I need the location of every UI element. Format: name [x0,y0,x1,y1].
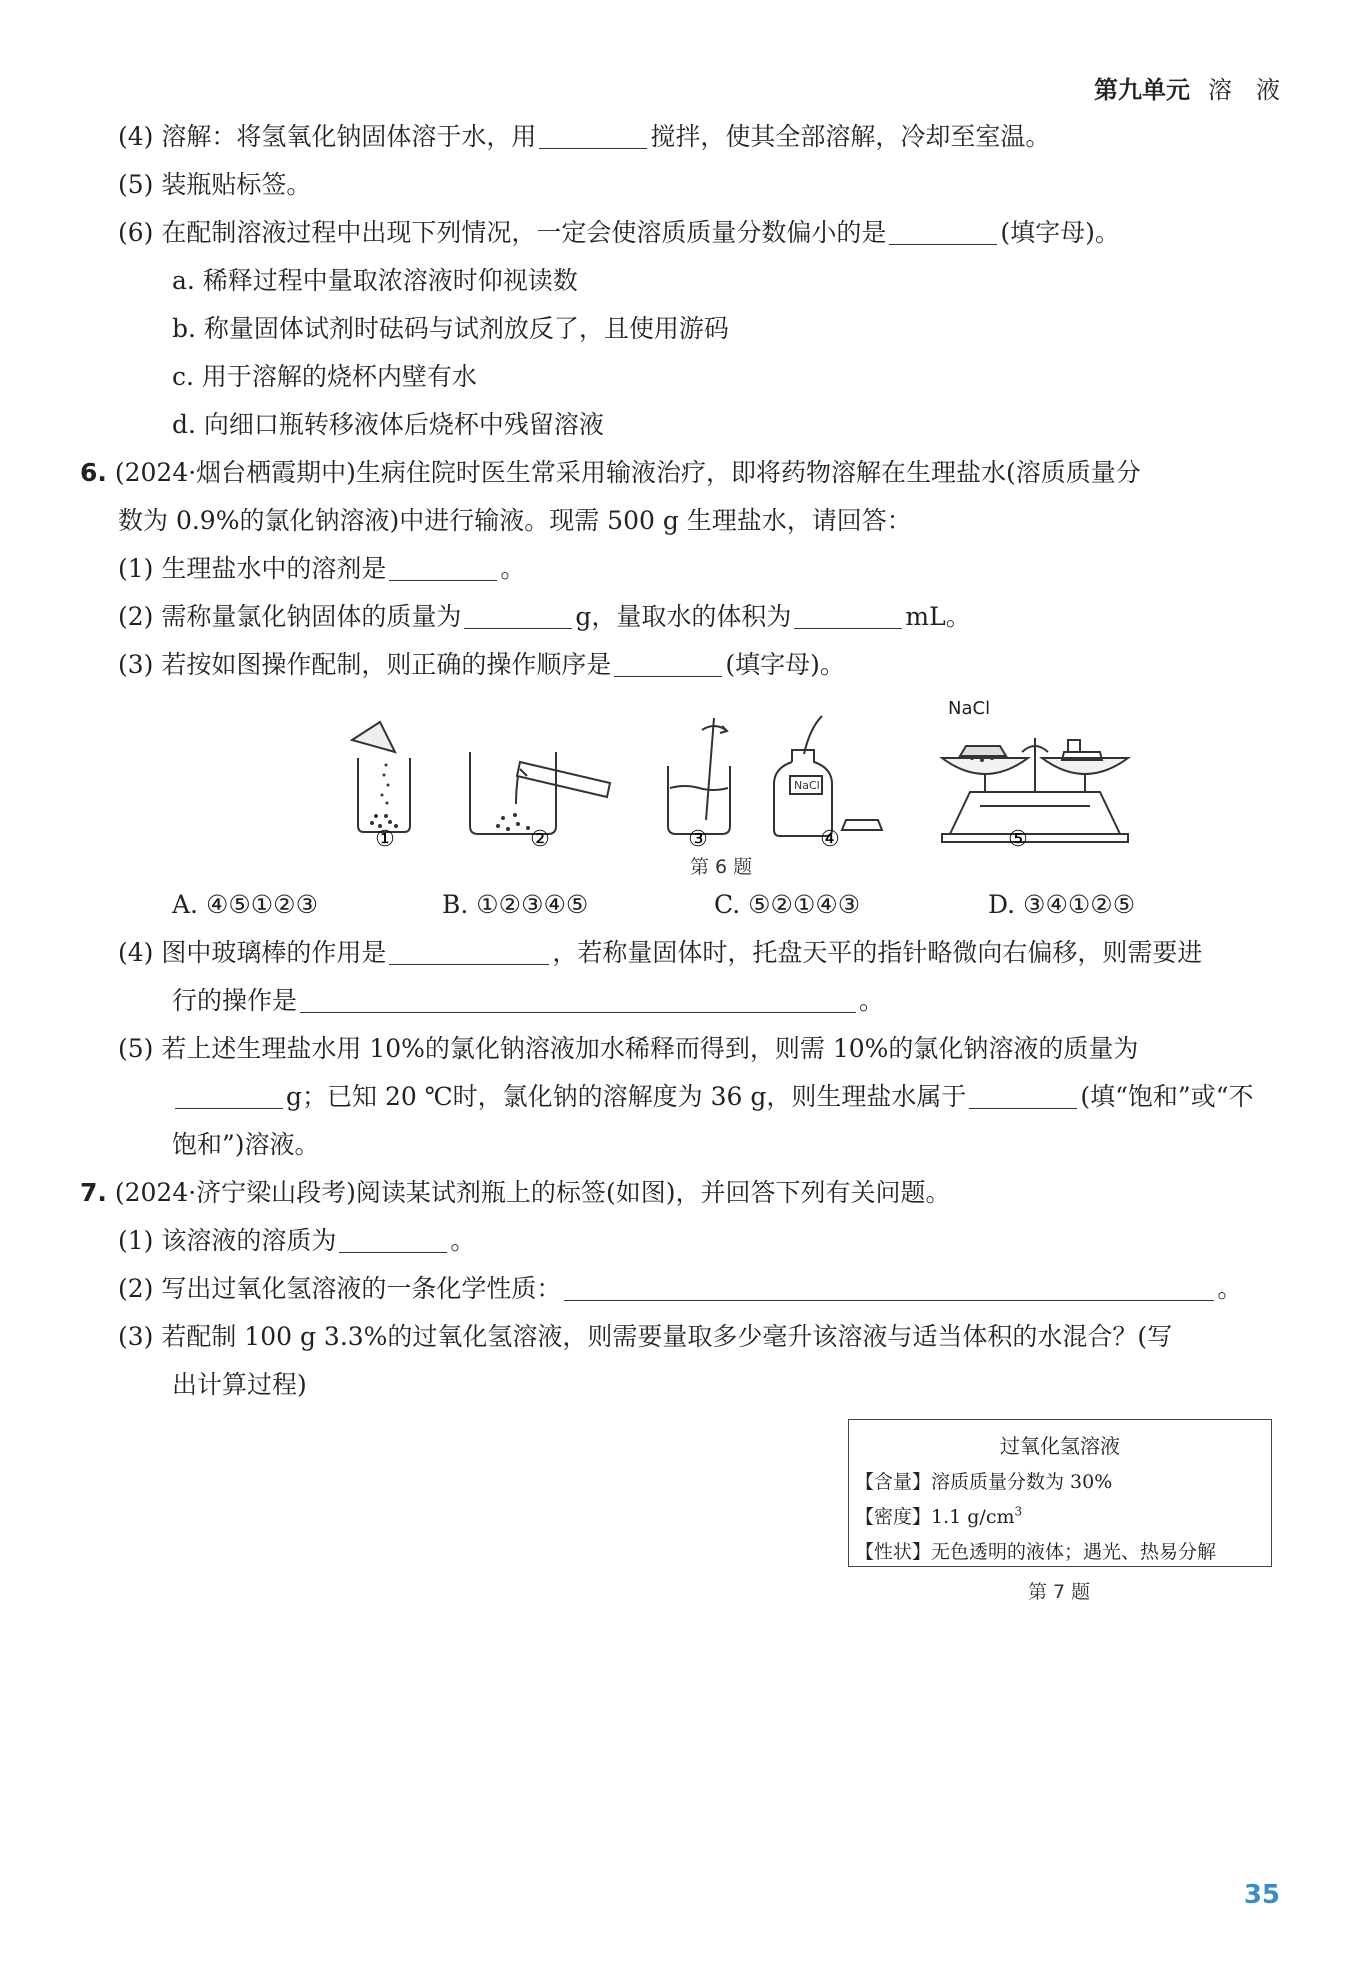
fig-label-1: ① [375,827,395,852]
q5-option-c: c. 用于溶解的烧杯内壁有水 [172,362,477,391]
q6-figure-caption: 第 6 题 [690,856,753,878]
label-title: 过氧化氢溶液 [1000,1434,1120,1458]
balance-scale [942,738,1128,842]
bottle-label: NaCl [794,779,820,792]
q6-part4: (4) 图中玻璃棒的作用是 ，若称量固体时，托盘天平的指针略微向右偏移，则需要进 [118,938,1203,967]
fig-label-4: ④ [820,827,840,852]
reagent-label-box [848,1419,1272,1567]
page-number: 35 [1243,1880,1280,1910]
reagent-bottle-nacl [774,716,882,836]
q7-part3-cont: 出计算过程) [172,1370,307,1399]
beaker-pouring-solid [352,722,410,832]
q6-part5: (5) 若上述生理盐水用 10%的氯化钠溶液加水稀释而得到，则需 10%的氯化钠溶液的质量为 [118,1034,1139,1063]
q6-choice-d[interactable]: D. ③④①②⑤ [988,890,1136,919]
q7-part1: (1) 该溶液的溶质为 。 [118,1226,476,1255]
answer-blank[interactable] [564,1276,1214,1301]
answer-blank[interactable] [175,1084,283,1109]
answer-blank[interactable] [389,940,549,965]
q6-figure [0,0,1350,900]
unit-title: 第九单元 [1094,76,1190,104]
q6-choice-a[interactable]: A. ④⑤①②③ [172,890,319,919]
q7-stem: 7. (2024·济宁梁山段考)阅读某试剂瓶上的标签(如图)，并回答下列有关问题。 [80,1178,951,1207]
answer-blank[interactable] [300,988,856,1013]
q6-choice-b[interactable]: B. ①②③④⑤ [442,890,589,919]
q6-stem-line2: 数为 0.9%的氯化钠溶液)中进行输液。现需 500 g 生理盐水，请回答： [118,506,912,535]
label-row-density: 【密度】1.1 $g/cm^3$ [855,1504,1023,1528]
q6-part4-cont: 行的操作是 。 [172,986,885,1015]
fig-label-3: ③ [688,827,708,852]
q5-step5: (5) 装瓶贴标签。 [118,170,312,199]
q6-part1: (1) 生理盐水中的溶剂是 。 [118,554,526,583]
topic-title: 溶 液 [1208,76,1280,104]
q6-stem-line1: 6. (2024·烟台栖霞期中)生病住院时医生常采用输液治疗，即将药物溶解在生理盐水(溶质质量分 [80,458,1141,487]
q7-part3: (3) 若配制 100 g 3.3%的过氧化氢溶液，则需要量取多少毫升该溶液与适当体积的水混合？(写 [118,1322,1173,1351]
beaker-stirring [668,718,730,834]
q6-part2: (2) 需称量氯化钠固体的质量为 g，量取水的体积为 mL。 [118,602,971,631]
q6-part3: (3) 若按如图操作配制，则正确的操作顺序是 (填字母)。 [118,650,845,679]
q5-option-d: d. 向细口瓶转移液体后烧杯中残留溶液 [172,410,604,439]
question-number: 6. [80,458,107,487]
q6-part5-end: 饱和”)溶液。 [172,1130,320,1159]
q5-option-b: b. 称量固体试剂时砝码与试剂放反了，且使用游码 [172,314,729,343]
q5-step4: (4) 溶解：将氢氧化钠固体溶于水，用 搅拌，使其全部溶解，冷却至室温。 [118,122,1051,151]
q6-part5-cont: g；已知 20 ℃时，氯化钠的溶解度为 36 g，则生理盐水属于 (填“饱和”或“不 [172,1080,1254,1114]
label-row-content: 【含量】溶质质量分数为 30% [855,1471,1113,1493]
q5-step6: (6) 在配制溶液过程中出现下列情况，一定会使溶质质量分数偏小的是 (填字母)。 [118,218,1120,247]
label-row-properties: 【性状】无色透明的液体；遇光、热易分解 [855,1541,1217,1563]
fig-label-5: ⑤ [1008,827,1028,852]
nacl-label: NaCl [948,698,991,719]
q6-choice-c[interactable]: C. ⑤②①④③ [714,890,861,919]
q7-part2: (2) 写出过氧化氢溶液的一条化学性质： 。 [118,1274,1243,1303]
q5-option-a: a. 稀释过程中量取浓溶液时仰视读数 [172,266,578,295]
answer-blank[interactable] [339,1228,447,1253]
q7-figure-caption: 第 7 题 [1028,1581,1091,1603]
fig-label-2: ② [530,827,550,852]
cylinder-pouring-water [470,752,610,834]
answer-blank[interactable] [969,1084,1077,1109]
question-number: 7. [80,1178,107,1207]
